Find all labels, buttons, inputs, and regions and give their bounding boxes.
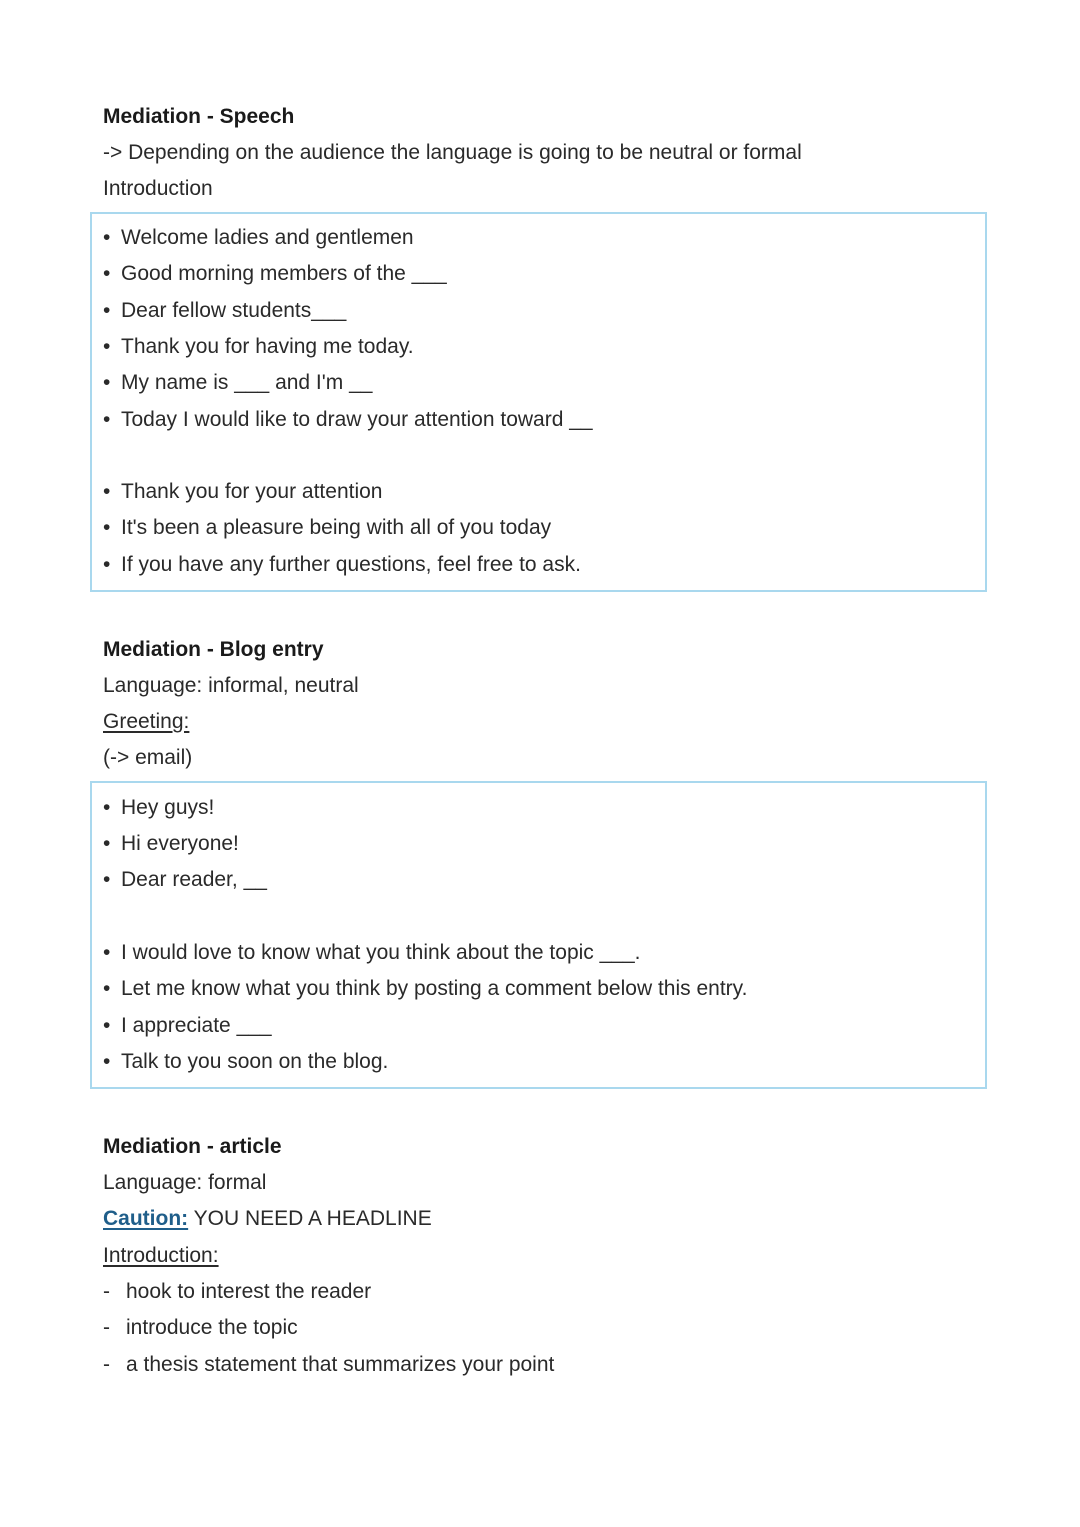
- list-item: • Thank you for having me today.: [103, 333, 414, 361]
- blog-language: Language: informal, neutral: [103, 674, 359, 697]
- bullet-icon: •: [103, 553, 111, 576]
- list-item: • Today I would like to draw your attention toward __: [103, 406, 593, 434]
- bullet-icon: •: [103, 299, 111, 322]
- dash-icon: -: [103, 1280, 110, 1303]
- blog-greeting-note: (-> email): [103, 746, 193, 769]
- caution-label: Caution:: [103, 1207, 189, 1230]
- blog-phrases-box: [90, 781, 987, 1089]
- bullet-icon: •: [103, 262, 111, 285]
- speech-language-note: -> Depending on the audience the language is going to be neutral or formal: [103, 141, 802, 164]
- blog-title: Mediation - Blog entry: [103, 638, 324, 661]
- bullet-icon: •: [103, 408, 111, 431]
- list-item: • Hi everyone!: [103, 830, 239, 858]
- list-item: • It's been a pleasure being with all of you today: [103, 514, 551, 542]
- list-item: • My name is ___ and I'm __: [103, 369, 372, 397]
- list-item: • Talk to you soon on the blog.: [103, 1048, 388, 1076]
- dash-icon: -: [103, 1353, 110, 1376]
- list-item: • Thank you for your attention: [103, 478, 383, 506]
- bullet-icon: •: [103, 1050, 111, 1073]
- blog-greeting-label: Greeting:: [103, 710, 190, 733]
- bullet-icon: •: [103, 832, 111, 855]
- bullet-icon: •: [103, 371, 111, 394]
- bullet-icon: •: [103, 480, 111, 503]
- caution-text: YOU NEED A HEADLINE: [193, 1207, 432, 1230]
- bullet-icon: •: [103, 335, 111, 358]
- speech-intro-label: Introduction: [103, 177, 213, 200]
- bullet-icon: •: [103, 941, 111, 964]
- bullet-icon: •: [103, 977, 111, 1000]
- list-item: - a thesis statement that summarizes your point: [103, 1351, 554, 1379]
- bullet-icon: •: [103, 226, 111, 249]
- article-caution: [103, 1205, 432, 1233]
- list-item: • Good morning members of the ___: [103, 260, 447, 288]
- list-item: • Dear fellow students___: [103, 297, 346, 325]
- article-intro-label: Introduction:: [103, 1244, 219, 1267]
- bullet-icon: •: [103, 868, 111, 891]
- article-title: Mediation - article: [103, 1135, 282, 1158]
- list-item: • I appreciate ___: [103, 1012, 272, 1040]
- bullet-icon: •: [103, 1014, 111, 1037]
- bullet-icon: •: [103, 796, 111, 819]
- article-language: Language: formal: [103, 1171, 267, 1194]
- dash-icon: -: [103, 1316, 110, 1339]
- list-item: - introduce the topic: [103, 1314, 298, 1342]
- list-item: • I would love to know what you think about the topic ___.: [103, 939, 641, 967]
- speech-title: Mediation - Speech: [103, 105, 295, 128]
- list-item: • Dear reader, __: [103, 866, 267, 894]
- bullet-icon: •: [103, 516, 111, 539]
- list-item: • Let me know what you think by posting a comment below this entry.: [103, 975, 747, 1003]
- list-item: - hook to interest the reader: [103, 1278, 371, 1306]
- list-item: • If you have any further questions, feel free to ask.: [103, 551, 581, 579]
- list-item: • Hey guys!: [103, 794, 214, 822]
- list-item: • Welcome ladies and gentlemen: [103, 224, 414, 252]
